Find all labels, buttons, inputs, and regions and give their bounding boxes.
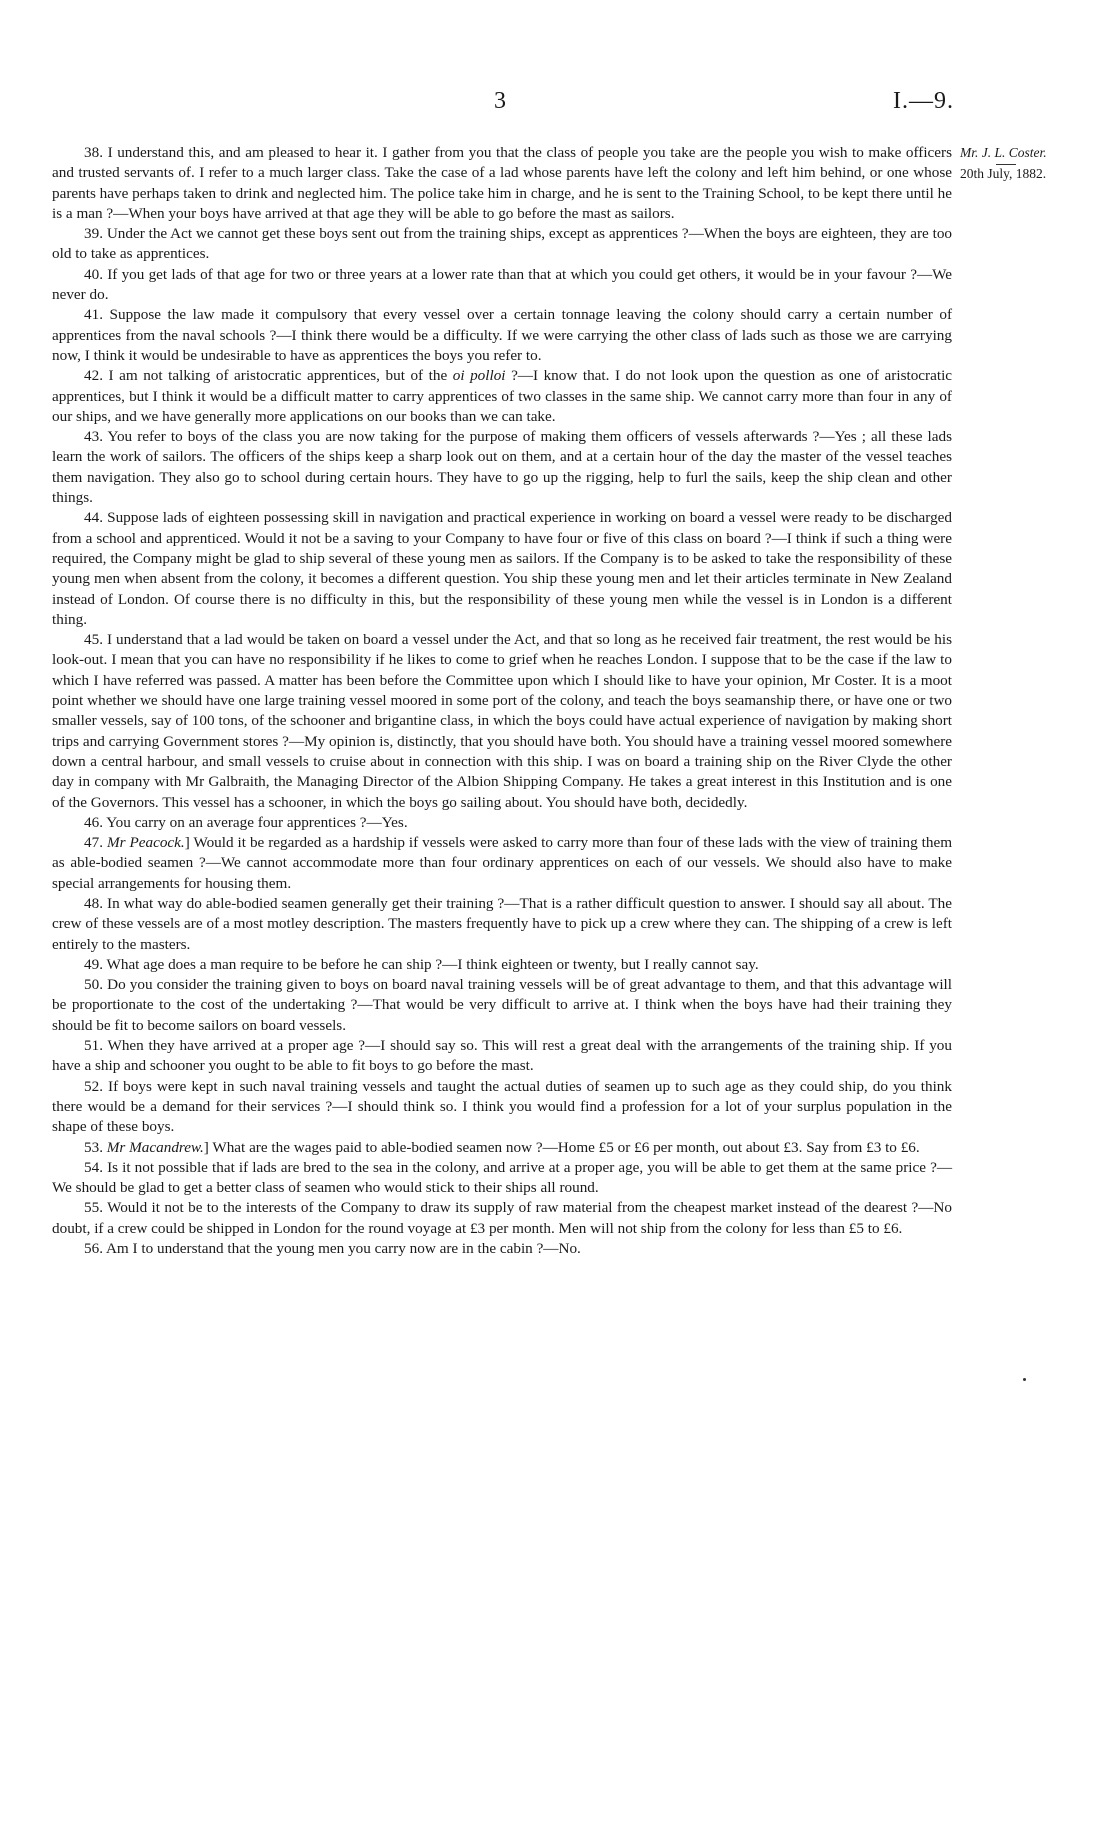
question-paragraph — [52, 143, 952, 224]
question-text: I understand that a lad would be taken on board a vessel under the Act, and that so long as he received fair treatment, the rest would be his look-out. I mean that you can have no responsibility if he likes to come to grief when he reaches London. I suppose that to be the case if the law to which I have referred was passed. A matter has been before the Committee upon which I should like to have your opinion, Mr Coster. It is a moot point whether we should have one large training vessel moored in some port of the colony, and teach the boys seamanship there, or have one or two smaller vessels, say of 100 tons, of the schooner and brigantine class, in which the boys could have actual experience of navigation by making short trips and carrying Government stores ?—My opinion is, distinctly, that you should have both. You should have a training vessel moored somewhere down a central harbour, and small vessels to cruise about in connection with this ship. I was on board a training ship on the River Clyde the other day in company with Mr Galbraith, the Managing Director of the Albion Shipping Company. He takes a great interest in this Institution and is one of the Governors. This vessel has a schooner, in which the boys go sailing about. You should have both, decidedly. — [52, 631, 953, 811]
question-number: 44. — [84, 509, 103, 527]
witness-date: 20th July, 1882. — [960, 166, 1047, 181]
question-number: 50. — [84, 976, 103, 994]
question-number: 43. — [84, 428, 103, 446]
question-number: 40. — [84, 265, 103, 283]
question-paragraph — [52, 1138, 952, 1158]
question-paragraph — [52, 224, 952, 265]
question-text: Suppose lads of eighteen possessing skill in navigation and practical experience in working on board a vessel were ready to be discharged from a school and apprenticed. Would it not be a saving to your Company to have four or five of this class on board ?—I think if such a thing were required, the Company might be glad to ship several of these young men as sailors. If the Company is to be asked to take the responsibility of these young men when absent from the colony, it becomes a different question. You ship these young men and let their articles terminate in New Zealand instead of London. Of course there is no difficulty in this, but the responsibility of these young men while the vessel is in London is a different thing. — [52, 509, 952, 628]
question-paragraph — [52, 366, 952, 427]
page-number: 3 — [494, 88, 506, 114]
question-text: I understand this, and am pleased to hear it. I gather from you that the class of people you take are the people you wish to make officers and trusted servants of. I refer to a much larger class. Take the case of a lad whose parents have left the colony and left him behind, or one whose parents have perhaps taken to drink and neglected him. The police take him in charge, and he is sent to the Training School, to be kept there until he is a man ?—When your boys have arrived at that age they will be able to go before the mast as sailors. — [52, 144, 952, 222]
question-text: ] What are the wages paid to able-bodied seamen now ?—Home £5 or £6 per month, out about £3. Say from £3 to £6. — [203, 1138, 920, 1156]
question-paragraph — [52, 508, 952, 630]
evidence-body — [52, 143, 952, 1259]
question-number: 55. — [84, 1199, 103, 1217]
question-number: 53. — [84, 1138, 103, 1156]
question-number: 41. — [84, 306, 103, 324]
speaker-name: Mr Peacock. — [106, 834, 185, 852]
page-header — [0, 88, 1114, 124]
question-number: 38. — [84, 144, 103, 161]
stray-mark — [1023, 1378, 1026, 1381]
question-paragraph — [52, 265, 952, 306]
question-text: In what way do able-bodied seamen generally get their training ?—That is a rather difficult question to answer. I should say all about. The crew of these vessels are of a most motley description. The masters frequently have to pick up a crew where they can. The shipping of a crew is left entirely to the masters. — [52, 894, 953, 953]
question-paragraph — [52, 813, 952, 833]
question-text: When they have arrived at a proper age ?—I should say so. This will rest a great deal with the arrangements of the training ship. If you have a ship and schooner you ought to be able to fit boys to go before the mast. — [52, 1037, 952, 1075]
question-number: 48. — [84, 894, 103, 912]
question-text-lead: I am not talking of aristocratic apprentices, but of the — [108, 367, 453, 385]
question-text: ?—I know that. I do not look upon the question as one of aristocratic apprentices, but I think it would be a difficult matter to carry apprentices of two classes in the same ship. We cannot carry more than four in any of our ships, and we have generally more applications on our books than we can take. — [52, 367, 953, 425]
question-number: 52. — [84, 1077, 103, 1095]
question-number: 46. — [84, 813, 103, 831]
question-text: Under the Act we cannot get these boys sent out from the training ships, except as apprentices ?—When the boys are eighteen, they are too old to take as apprentices. — [52, 225, 953, 263]
question-number: 56. — [84, 1240, 103, 1258]
question-text: You refer to boys of the class you are now taking for the purpose of making them officers of vessels afterwards ?—Yes ; all these lads learn the work of sailors. The officers of the ships keep a sharp look out on them, and at a certain hour of the day the master of the vessel teaches them navigation. They also go to school during certain hours. They have to go up the rigging, help to furl the sails, keep the ship clean and other things. — [52, 428, 952, 507]
question-text: Am I to understand that the young men you carry now are in the cabin ?—No. — [105, 1240, 581, 1258]
question-number: 45. — [84, 631, 103, 649]
question-paragraph — [52, 1198, 952, 1239]
question-text: Would it not be to the interests of the Company to draw its supply of raw material from the cheapest market instead of the dearest ?—No doubt, if a crew could be shipped in London for the round voyage at £3 per month. Men will not ship from the colony for less than £5 to £6. — [52, 1199, 952, 1237]
question-text: You carry on an average four apprentices ?—Yes. — [106, 813, 408, 831]
question-number: 49. — [84, 955, 103, 973]
question-text: Do you consider the training given to boys on board naval training vessels will be of great advantage to them, and that this advantage will be proportionate to the cost of the undertaking ?—That would be very difficult to arrive at. I think when the boys have had their training they should be fit to become sailors on board vessels. — [52, 976, 953, 1034]
question-text: Is it not possible that if lads are bred to the sea in the colony, and arrive at a proper age, you will be able to get them at the same price ?—We should be glad to get a better class of seamen who would stick to their ships all round. — [52, 1158, 953, 1197]
question-paragraph — [52, 1077, 952, 1138]
italic-phrase: oi polloi — [452, 367, 506, 385]
speaker-name: Mr Macandrew. — [106, 1138, 204, 1156]
question-text: What age does a man require to be before he can ship ?—I think eighteen or twenty, but I really cannot say. — [106, 955, 759, 973]
question-number: 47. — [84, 834, 103, 852]
question-paragraph — [52, 833, 952, 894]
question-paragraph — [52, 955, 952, 975]
question-paragraph — [52, 975, 952, 1036]
question-number: 42. — [84, 367, 103, 385]
document-reference: I.—9. — [893, 88, 954, 114]
question-paragraph — [52, 1239, 952, 1259]
question-number: 51. — [84, 1037, 103, 1055]
witness-sidenote — [960, 144, 1110, 183]
question-number: 39. — [84, 225, 103, 243]
question-text: Suppose the law made it compulsory that every vessel over a certain tonnage leaving the colony should carry a certain number of apprentices from the naval schools ?—I think there would be a difficulty. If we were carrying the other class of lads such as those we are carrying now, I think it would be undesirable to have as apprentices the boys you refer to. — [52, 306, 952, 364]
question-paragraph — [52, 305, 952, 366]
question-paragraph — [52, 630, 952, 813]
question-text: If boys were kept in such naval training vessels and taught the actual duties of seamen up to such age as they could ship, do you think there would be a demand for their services ?—I should think so. I think you would find a profession for a lot of your surplus population in the shape of these boys. — [52, 1077, 952, 1136]
question-paragraph — [52, 1036, 952, 1077]
question-paragraph — [52, 894, 952, 955]
question-text: If you get lads of that age for two or three years at a lower rate than that at which you could get others, it would be in your favour ?—We never do. — [52, 265, 952, 304]
question-number: 54. — [84, 1158, 103, 1176]
question-paragraph — [52, 427, 952, 508]
witness-name: Mr. J. L. Coster. — [960, 145, 1047, 160]
question-paragraph — [52, 1158, 952, 1199]
question-text: ] Would it be regarded as a hardship if vessels were asked to carry more than four of these lads with the view of training them as able-bodied seamen ?—We cannot accommodate more than four ordinary apprentices on each of our vessels. We should also have to make special arrangements for housing them. — [52, 834, 953, 892]
